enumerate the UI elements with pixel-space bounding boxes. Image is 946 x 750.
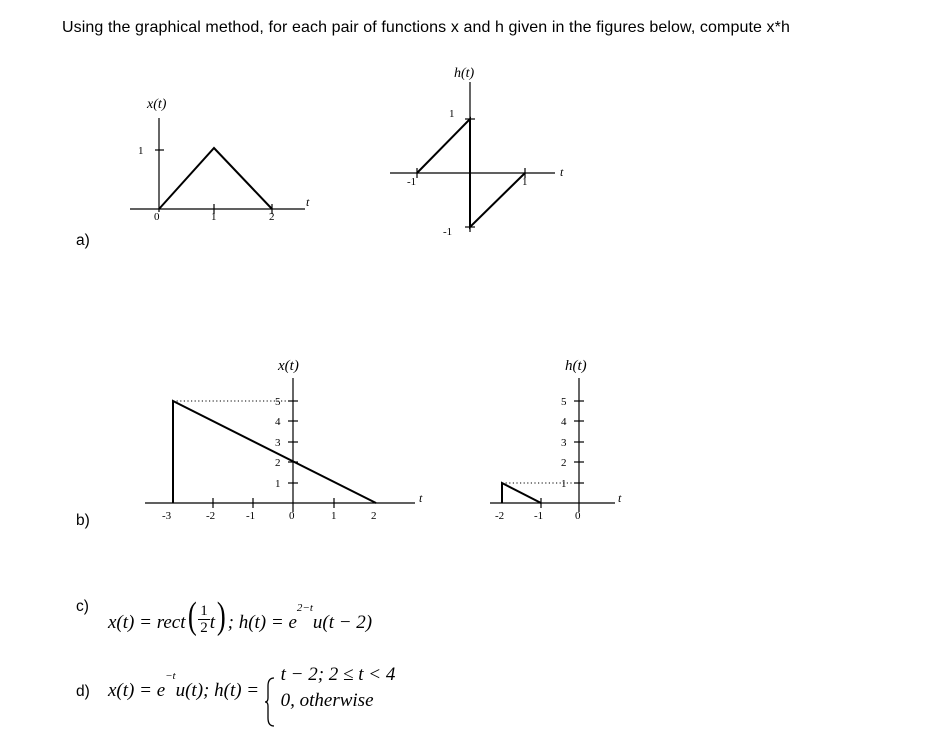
part-c-fraction bbox=[198, 603, 210, 636]
part-d-case-2: 0, otherwise bbox=[280, 690, 374, 711]
part-b-h-ytick-label-2: 2 bbox=[561, 457, 567, 469]
part-a-x-curve bbox=[159, 148, 272, 209]
part-a-h-ytick-label-0: 1 bbox=[449, 108, 455, 120]
part-c-equation bbox=[108, 586, 372, 636]
part-a-x-title: x(t) bbox=[147, 97, 167, 112]
part-c-arg-var: t bbox=[209, 612, 215, 633]
part-a-label: a) bbox=[76, 232, 90, 249]
part-b-x-ytick-label-1: 1 bbox=[275, 478, 281, 490]
part-d-label: d) bbox=[76, 683, 90, 700]
part-b-h-xtick-label-n2: -2 bbox=[495, 510, 505, 522]
part-d-equation bbox=[108, 662, 395, 722]
part-b-x-xtick-label-2: 2 bbox=[371, 510, 377, 522]
part-c-h-lhs: ; h(t) = e bbox=[227, 612, 297, 633]
part-b-h-plot bbox=[485, 350, 635, 525]
part-d-brace bbox=[264, 676, 276, 728]
part-a-h-xtick-label-0: -1 bbox=[407, 176, 417, 188]
part-b-x-ytick-label-3: 3 bbox=[275, 437, 281, 449]
part-d-exponent: −t bbox=[165, 670, 176, 682]
part-a-x-xtick-label-1: 1 bbox=[211, 211, 217, 223]
part-b-x-ytick-label-2: 2 bbox=[275, 457, 281, 469]
part-a-h-title: h(t) bbox=[454, 66, 475, 81]
part-a-h-xtick-label-1: 1 bbox=[522, 176, 528, 188]
part-b-h-ytick-label-4: 4 bbox=[561, 416, 567, 428]
part-b-h-ytick-label-5: 5 bbox=[561, 396, 567, 408]
part-d-lhs: x(t) = e bbox=[108, 680, 166, 702]
part-c-frac-den: 2 bbox=[200, 620, 208, 637]
part-b-x-xtick-label-0: 0 bbox=[289, 510, 295, 522]
part-a-h-t-label: t bbox=[560, 165, 564, 179]
part-c-exponent: 2−t bbox=[296, 601, 313, 614]
part-b-h-xtick-label-n1: -1 bbox=[534, 510, 544, 522]
question-text: Using the graphical method, for each pair of functions x and h given in the figures below, compute x*h bbox=[62, 19, 790, 36]
part-d-case-1: t − 2; 2 ≤ t < 4 bbox=[280, 664, 396, 685]
part-b-x-ytick-label-5: 5 bbox=[275, 396, 281, 408]
part-a-h-plot bbox=[385, 60, 585, 245]
part-b-label: b) bbox=[76, 512, 90, 529]
part-a-x-plot bbox=[120, 90, 340, 240]
part-b-h-curve bbox=[502, 483, 541, 503]
part-c-x-lhs: x(t) = rect bbox=[108, 612, 186, 633]
part-c-paren-close: ) bbox=[216, 595, 226, 637]
part-c-frac-num: 1 bbox=[200, 603, 208, 620]
part-a-x-xtick-label-0: 0 bbox=[154, 211, 160, 223]
part-b-h-title: h(t) bbox=[565, 358, 587, 374]
part-c-label: c) bbox=[76, 598, 89, 615]
part-a-h-ytick-label-1: -1 bbox=[443, 226, 453, 238]
part-b-x-t-label: t bbox=[419, 491, 423, 505]
part-a-x-ytick-label: 1 bbox=[138, 145, 144, 157]
part-b-x-plot bbox=[140, 350, 440, 525]
part-b-x-xtick-label-1: 1 bbox=[331, 510, 337, 522]
part-c-tail: u(t − 2) bbox=[312, 612, 373, 633]
part-a-x-t-label: t bbox=[306, 195, 310, 209]
part-b-x-title: x(t) bbox=[278, 358, 299, 374]
part-b-x-ytick-label-4: 4 bbox=[275, 416, 281, 428]
part-b-x-xtick-label-n2: -2 bbox=[206, 510, 216, 522]
part-b-h-t-label: t bbox=[618, 491, 622, 505]
part-b-x-xtick-label-n3: -3 bbox=[162, 510, 172, 522]
part-b-h-xtick-label-0: 0 bbox=[575, 510, 581, 522]
part-d-mid: u(t); h(t) = bbox=[175, 680, 260, 702]
part-b-h-ytick-label-3: 3 bbox=[561, 437, 567, 449]
part-a-x-xtick-label-2: 2 bbox=[269, 211, 275, 223]
part-b-x-xtick-label-n1: -1 bbox=[246, 510, 256, 522]
part-b-h-ytick-label-1: 1 bbox=[561, 478, 567, 490]
part-d-cases bbox=[281, 662, 396, 714]
part-c-paren-open: ( bbox=[187, 595, 197, 637]
